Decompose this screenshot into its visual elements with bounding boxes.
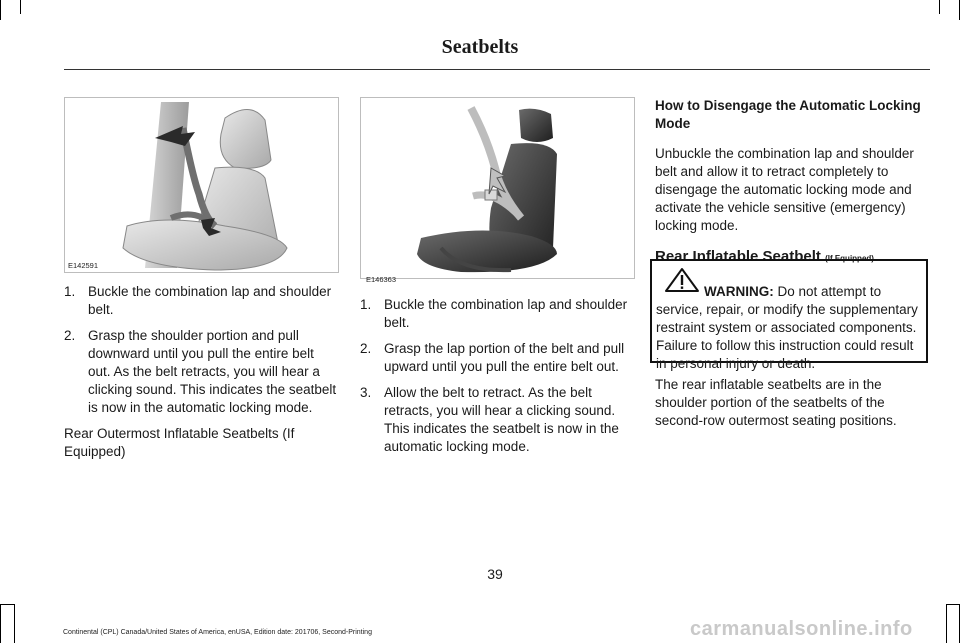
crop-mark (14, 604, 15, 643)
crop-mark (20, 0, 21, 14)
crop-mark (946, 604, 960, 605)
body-text: Rear Outermost Inflatable Seatbelts (If Equipped) (64, 426, 295, 459)
crop-mark (939, 0, 940, 14)
left-column (64, 283, 340, 461)
list-item: 1. Buckle the combination lap and shoulder belt. (360, 297, 628, 330)
list-item: 3. Allow the belt to retract. As the belt retracts, you will hear a clicking sound. This indicates the seatbelt is now in the automatic locking mode. (360, 385, 619, 454)
footer-text: Continental (CPL) Canada/United States of America, enUSA, Edition date: 201706, Second-Printing (63, 629, 372, 636)
step-list (64, 283, 340, 417)
crop-mark (0, 0, 1, 20)
body-text: The rear inflatable seatbelts are in the shoulder portion of the seatbelts of the second-row outermost seating positions. (655, 377, 897, 428)
section-heading: Rear Inflatable Seatbelt (If Equipped) (655, 248, 874, 265)
list-item: 2. Grasp the shoulder portion and pull downward until you pull the entire belt out. As the belt retracts, you will hear a clicking sound. This indicates the seatbelt is now in the automatic locking mode. (64, 328, 337, 415)
warning-triangle-icon (664, 267, 700, 293)
step-list (360, 296, 634, 456)
seat-figure-middle (360, 97, 635, 279)
page-title: Seatbelts (441, 36, 519, 58)
subheading: How to Disengage the Automatic Locking Mode (655, 98, 921, 131)
right-column-bottom (655, 376, 931, 430)
figure-label: E146363 (366, 275, 397, 284)
crop-mark (946, 604, 947, 643)
seat-figure-left (64, 97, 339, 273)
right-column-top (655, 97, 931, 269)
seat-shoulder-belt-illustration (65, 98, 338, 272)
watermark: carmanualsonline.info (690, 618, 913, 640)
crop-mark (0, 604, 1, 643)
crop-mark (0, 604, 14, 605)
warning-box (650, 259, 928, 371)
figure-label: E142591 (68, 261, 99, 270)
seat-lap-belt-illustration (361, 98, 634, 278)
middle-column (360, 296, 634, 464)
list-item: 1. Buckle the combination lap and shoulder belt. (64, 284, 332, 317)
body-text: Unbuckle the combination lap and shoulder belt and allow it to retract completely to disengage the automatic locking mode and activate the vehicle sensitive (emergency) locking mode. (655, 146, 914, 233)
page-number: 39 (487, 566, 503, 582)
header-rule (64, 69, 930, 70)
list-item: 2. Grasp the lap portion of the belt and pull upward until you pull the entire belt out. (360, 341, 625, 374)
warning-text: WARNING: Do not attempt to service, repair, or modify the supplementary restraint system or associated components. Failure to follow this instruction could result in personal injury or death. (656, 284, 918, 371)
